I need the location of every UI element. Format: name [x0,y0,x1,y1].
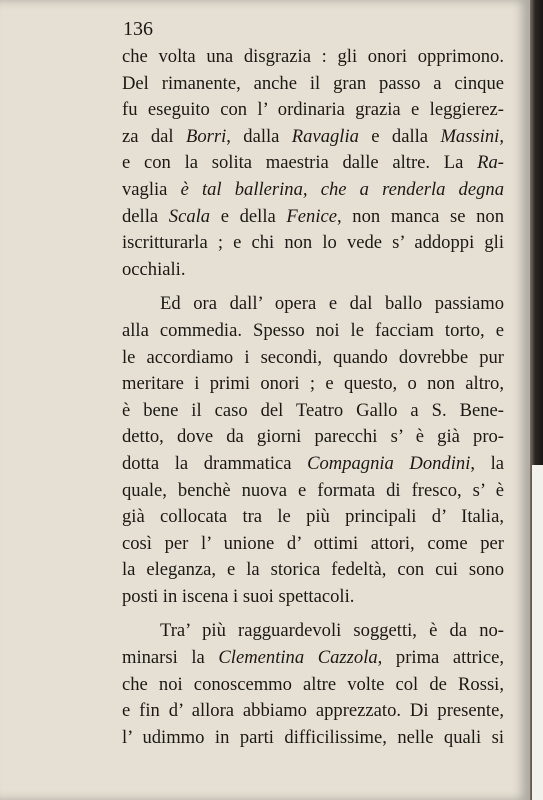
text-line: della Scala e della Fenice, non manca se non [122,205,504,227]
text-line: za dal Borri, dalla Ravaglia e dalla Massini, [122,125,504,147]
text-line: occhiali. [122,258,186,280]
text-line: l’ udimmo in parti difficilissime, nelle quali si [122,726,504,748]
paragraph-break [122,283,504,291]
italic-name: Borri [185,125,227,147]
text-line: la eleganza, e la storica fedeltà, con cui sono [122,559,504,581]
text-line: e con la solita maestria dalle altre. La Ra- [122,152,504,174]
text-line: così per l’ unione d’ ottimi attori, come per [122,532,504,554]
text-line: meritare i primi onori ; e questo, o non altro, [122,373,504,395]
page-edge-strip [532,465,543,800]
text-line: iscritturarla ; e chi non lo vede s’ addoppi gli [122,232,504,254]
page-number: 136 [123,18,153,40]
text-line: dotta la drammatica Compagnia Dondini, la [122,452,504,474]
italic-name: Fenice [286,205,337,227]
text-line: Del rimanente, anche il gran passo a cinque [122,72,504,94]
text-line: già collocata tra le più principali d’ Italia, [122,506,504,528]
text-line: fu eseguito con l’ ordinaria grazia e leggierez- [122,99,504,121]
text-line: che noi conoscemmo altre volte col de Rossi, [122,673,504,695]
italic-name: Ravaglia [291,125,359,147]
italic-name: Clementina Cazzola [218,647,378,669]
italic-name: Scala [168,205,211,227]
italic-name: Ra- [477,152,504,174]
text-line: Tra’ più ragguardevoli soggetti, è da no- [160,620,504,642]
body-text [122,44,504,751]
text-line: vaglia è tal ballerina, che a renderla degna [122,178,504,200]
text-line: alla commedia. Spesso noi le facciam torto, e [122,319,504,341]
text-line: e fin d’ allora abbiamo apprezzato. Di presente, [122,700,504,722]
text-line: le accordiamo i secondi, quando dovrebbe pur [122,346,504,368]
paragraph-break [122,610,504,618]
text-line: Ed ora dall’ opera e dal ballo passiamo [160,293,504,315]
text-line: è bene il caso del Teatro Gallo a S. Bene- [122,399,504,421]
italic-name: è tal ballerina, che a renderla degna [167,178,504,200]
text-line: detto, dove da giorni parecchi s’ è già pro- [122,426,504,448]
text-line: minarsi la Clementina Cazzola, prima attrice, [122,647,504,669]
text-line: quale, benchè nuova e formata di fresco, s’ è [122,479,504,501]
italic-name: Compagnia Dondini [307,452,471,474]
text-line: posti in iscena i suoi spettacoli. [122,585,355,607]
text-line: che volta una disgrazia : gli onori opprimono. [122,46,504,67]
italic-name: Massini [440,125,500,147]
